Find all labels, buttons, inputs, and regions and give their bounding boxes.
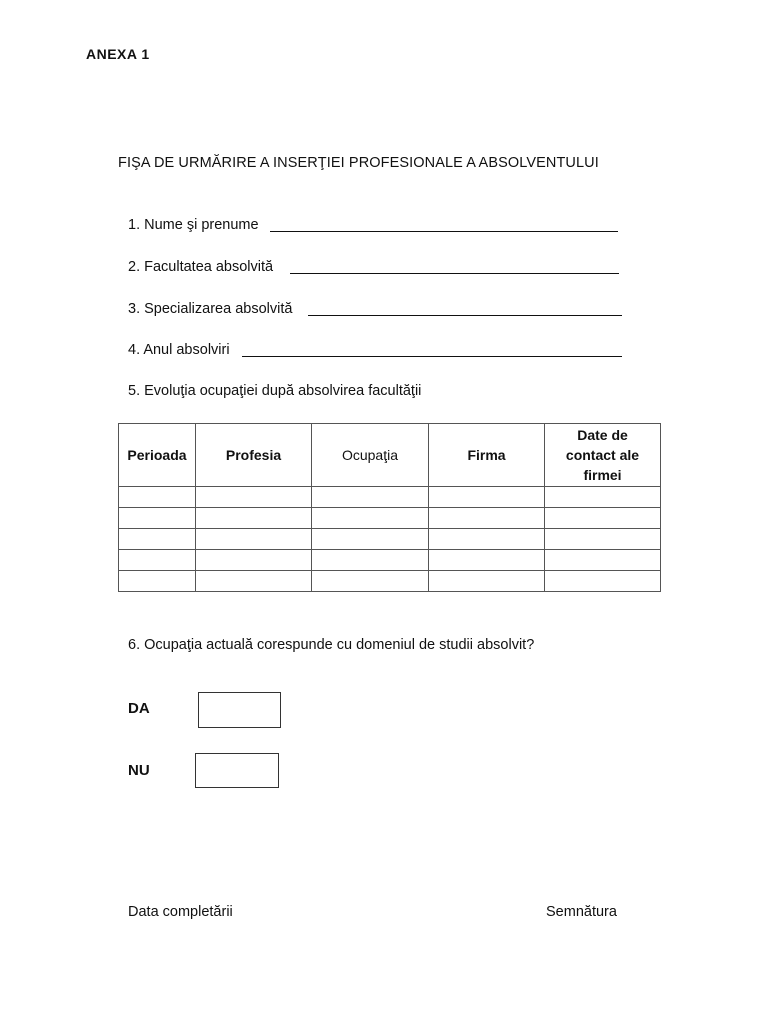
header-period: Perioada [119, 424, 196, 487]
field-graduation-year-label: 4. Anul absolviri [128, 342, 230, 358]
table-cell[interactable] [119, 529, 196, 550]
header-occupation: Ocupaţia [312, 424, 429, 487]
employment-history-table [118, 423, 661, 592]
table-cell[interactable] [196, 508, 312, 529]
table-cell[interactable] [312, 550, 429, 571]
table-cell[interactable] [429, 508, 545, 529]
table-cell[interactable] [312, 529, 429, 550]
table-cell[interactable] [545, 571, 661, 592]
table-cell[interactable] [312, 508, 429, 529]
form-title: FIŞA DE URMĂRIRE A INSERŢIEI PROFESIONALE A ABSOLVENTULUI [118, 155, 599, 171]
table-cell[interactable] [312, 571, 429, 592]
table-cell[interactable] [429, 529, 545, 550]
table-row [119, 529, 661, 550]
table-cell[interactable] [545, 550, 661, 571]
table-cell[interactable] [545, 508, 661, 529]
table-cell[interactable] [119, 571, 196, 592]
question-6-label: 6. Ocupaţia actuală corespunde cu domeniul de studii absolvit? [128, 637, 535, 653]
table-cell[interactable] [429, 487, 545, 508]
field-name-label: 1. Nume şi prenume [128, 217, 259, 233]
field-specialization-label: 3. Specializarea absolvită [128, 301, 293, 317]
section-employment-history-label: 5. Evoluţia ocupaţiei după absolvirea facultăţii [128, 383, 422, 399]
table-cell[interactable] [196, 487, 312, 508]
table-cell[interactable] [429, 571, 545, 592]
option-no-label: NU [128, 762, 150, 779]
completion-date-label: Data completării [128, 904, 233, 920]
table-cell[interactable] [119, 508, 196, 529]
header-profession: Profesia [196, 424, 312, 487]
table-header-row [119, 424, 661, 487]
table-cell[interactable] [119, 550, 196, 571]
field-faculty-label: 2. Facultatea absolvită [128, 259, 274, 275]
table-cell[interactable] [545, 487, 661, 508]
table-cell[interactable] [312, 487, 429, 508]
table-cell[interactable] [196, 571, 312, 592]
option-no-checkbox[interactable] [195, 753, 279, 788]
annex-label: ANEXA 1 [86, 46, 150, 62]
option-yes-checkbox[interactable] [198, 692, 281, 728]
table-row [119, 508, 661, 529]
header-company-contact: Date de contact ale firmei [545, 424, 661, 487]
table-cell[interactable] [196, 550, 312, 571]
table-cell[interactable] [196, 529, 312, 550]
field-name-line[interactable] [270, 231, 618, 232]
option-yes-label: DA [128, 700, 150, 717]
table-cell[interactable] [119, 487, 196, 508]
field-faculty-line[interactable] [290, 273, 619, 274]
table-cell[interactable] [429, 550, 545, 571]
signature-label: Semnătura [546, 904, 617, 920]
field-graduation-year-line[interactable] [242, 356, 622, 357]
table-row [119, 571, 661, 592]
table-row [119, 487, 661, 508]
header-company: Firma [429, 424, 545, 487]
field-specialization-line[interactable] [308, 315, 622, 316]
table-cell[interactable] [545, 529, 661, 550]
table-row [119, 550, 661, 571]
